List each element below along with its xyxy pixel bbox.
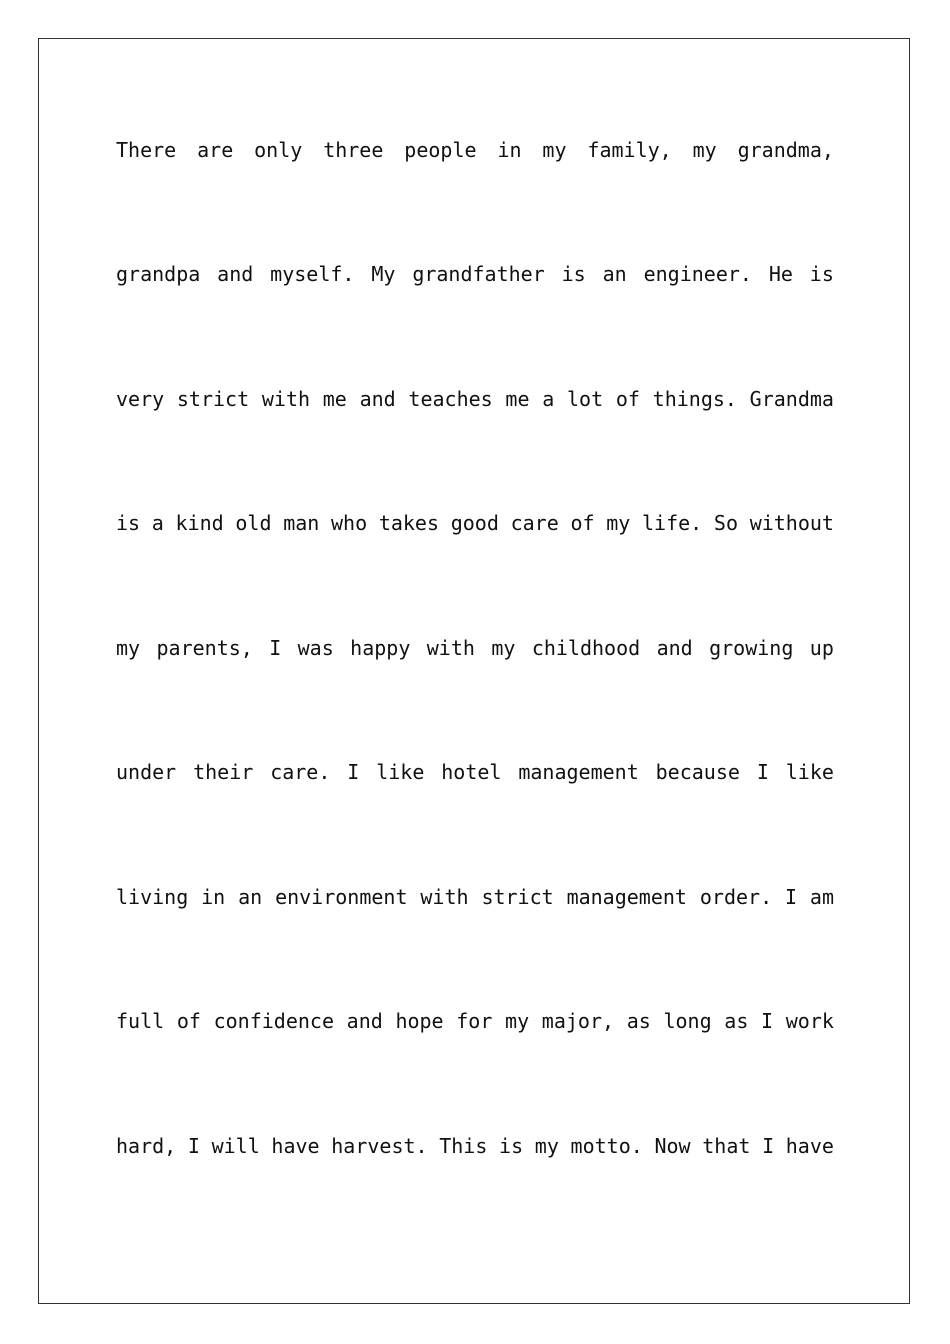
text-line-9: hard, I will have harvest. This is my motto. Now that I have (116, 1134, 834, 1158)
text-line-6: under their care. I like hotel management because I like (116, 760, 834, 784)
text-line-3: very strict with me and teaches me a lot of things. Grandma (116, 387, 834, 411)
page-border (38, 38, 910, 1304)
text-line-7: living in an environment with strict management order. I am (116, 885, 834, 909)
text-line-8: full of confidence and hope for my major, as long as I work (116, 1009, 834, 1033)
text-line-5: my parents, I was happy with my childhood and growing up (116, 636, 834, 660)
text-line-2: grandpa and myself. My grandfather is an engineer. He is (116, 262, 834, 286)
text-line-1: There are only three people in my family, my grandma, (116, 138, 834, 162)
text-line-4: is a kind old man who takes good care of my life. So without (116, 511, 834, 535)
